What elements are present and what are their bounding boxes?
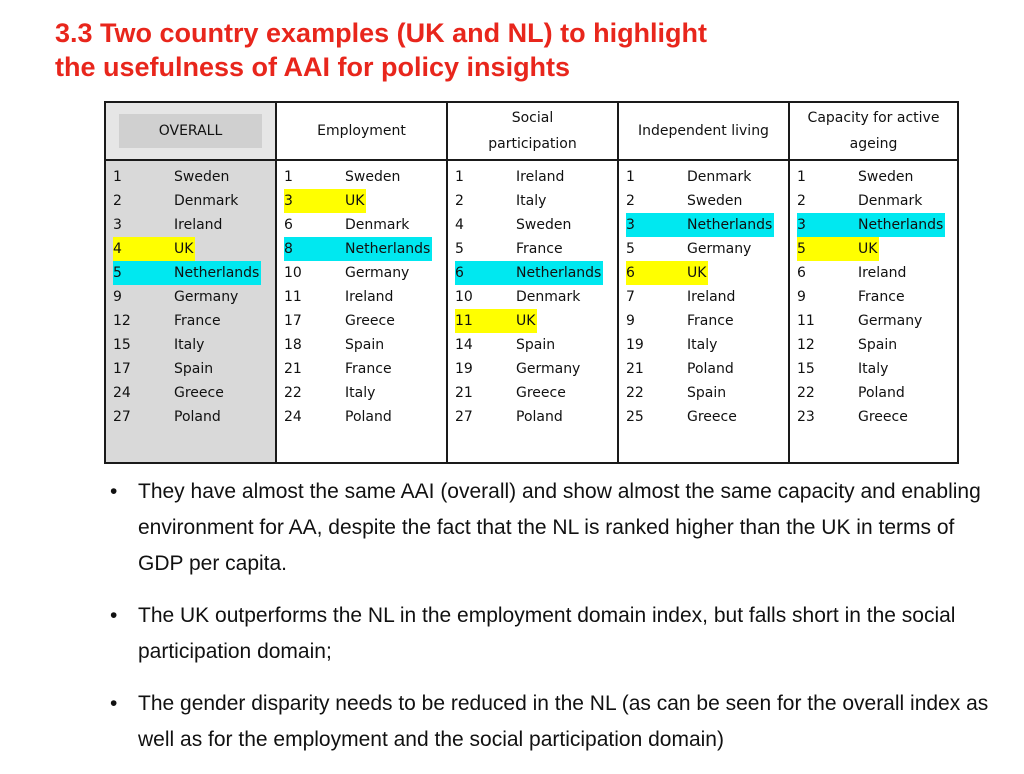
rank-number: 15 — [797, 361, 815, 377]
bullet-text: They have almost the same AAI (overall) and show almost the same capacity and enabling environment for AA, despite the fact that the NL is ranked higher than the UK in terms of GDP per capita. — [138, 480, 981, 575]
rank-row — [797, 381, 907, 405]
rank-number: 12 — [797, 337, 815, 353]
header-employment — [277, 103, 448, 161]
column-social-participation — [448, 161, 619, 462]
rank-row — [455, 357, 582, 381]
country-name: Italy — [687, 337, 718, 353]
rank-row — [113, 405, 223, 429]
rank-number: 2 — [797, 193, 806, 209]
rank-number: 8 — [284, 241, 293, 257]
country-name: Greece — [174, 385, 224, 401]
rank-row — [113, 285, 240, 309]
bullet-marker: • — [110, 480, 118, 503]
rank-number: 11 — [797, 313, 815, 329]
rank-row — [455, 213, 573, 237]
rank-number: 9 — [626, 313, 635, 329]
rank-row — [113, 213, 224, 237]
country-name: Ireland — [345, 289, 394, 305]
rank-number: 15 — [113, 337, 131, 353]
rank-row — [626, 261, 708, 285]
country-name: UK — [345, 193, 365, 209]
country-name: France — [687, 313, 734, 329]
rank-number: 6 — [626, 265, 635, 281]
rank-row — [797, 189, 924, 213]
rank-number: 18 — [284, 337, 302, 353]
rank-number: 10 — [455, 289, 473, 305]
country-name: Denmark — [858, 193, 923, 209]
country-name: Ireland — [858, 265, 907, 281]
country-name: UK — [687, 265, 707, 281]
rank-number: 4 — [113, 241, 122, 257]
column-capacity-for-active-ageing — [790, 161, 957, 462]
header-independent-living-label: Independent living — [638, 123, 769, 139]
header-capacity-label: Capacity for active ageing — [807, 110, 940, 152]
country-name: Netherlands — [516, 265, 602, 281]
header-social-participation — [448, 103, 619, 161]
rank-number: 27 — [455, 409, 473, 425]
rank-number: 1 — [455, 169, 464, 185]
rank-number: 10 — [284, 265, 302, 281]
rank-number: 6 — [455, 265, 464, 281]
rank-row — [797, 213, 945, 237]
slide-title-line-2: the usefulness of AAI for policy insights — [55, 52, 571, 82]
rank-number: 5 — [455, 241, 464, 257]
rank-number: 1 — [284, 169, 293, 185]
rank-number: 3 — [284, 193, 293, 209]
rank-row — [284, 285, 395, 309]
rank-row — [284, 213, 411, 237]
rank-number: 3 — [797, 217, 806, 233]
rank-number: 5 — [626, 241, 635, 257]
country-name: Sweden — [174, 169, 230, 185]
country-name: Italy — [516, 193, 547, 209]
rank-row — [797, 333, 899, 357]
rank-row — [113, 165, 231, 189]
country-name: Poland — [345, 409, 392, 425]
bullet-marker: • — [110, 692, 118, 715]
column-overall — [106, 161, 277, 462]
rank-number: 14 — [455, 337, 473, 353]
country-name: Netherlands — [345, 241, 431, 257]
bullet-text: The UK outperforms the NL in the employment domain index, but falls short in the social participation domain; — [138, 604, 956, 663]
country-name: Spain — [516, 337, 556, 353]
country-name: Netherlands — [858, 217, 944, 233]
rank-number: 7 — [626, 289, 635, 305]
country-name: Greece — [858, 409, 908, 425]
rank-row — [284, 165, 402, 189]
rank-number: 9 — [113, 289, 122, 305]
rank-row — [797, 285, 907, 309]
column-independent-living — [619, 161, 790, 462]
country-name: Poland — [687, 361, 734, 377]
country-name: Denmark — [516, 289, 581, 305]
rank-number: 24 — [284, 409, 302, 425]
country-name: France — [345, 361, 392, 377]
country-name: UK — [858, 241, 878, 257]
rank-row — [113, 237, 195, 261]
rank-row — [284, 357, 394, 381]
country-name: Spain — [858, 337, 898, 353]
rank-row — [455, 237, 565, 261]
country-name: Germany — [858, 313, 923, 329]
rank-number: 1 — [797, 169, 806, 185]
country-name: Sweden — [345, 169, 401, 185]
bullet-marker: • — [110, 604, 118, 627]
rank-number: 22 — [284, 385, 302, 401]
rank-number: 21 — [284, 361, 302, 377]
country-name: Spain — [174, 361, 214, 377]
rank-number: 17 — [113, 361, 131, 377]
country-name: Sweden — [516, 217, 572, 233]
header-overall — [106, 103, 277, 161]
rank-row — [284, 261, 411, 285]
rank-row — [455, 261, 603, 285]
rank-row — [455, 381, 568, 405]
header-capacity-for-active-ageing — [790, 103, 957, 161]
rank-number: 2 — [113, 193, 122, 209]
rank-row — [113, 189, 240, 213]
rank-row — [626, 165, 753, 189]
country-name: Germany — [174, 289, 239, 305]
rank-row — [626, 285, 737, 309]
bullet-item — [110, 598, 990, 670]
country-name: Denmark — [345, 217, 410, 233]
rank-row — [113, 381, 226, 405]
rank-number: 9 — [797, 289, 806, 305]
rank-row — [113, 333, 206, 357]
rank-row — [626, 189, 744, 213]
country-name: Germany — [345, 265, 410, 281]
rank-row — [284, 189, 366, 213]
country-name: Greece — [345, 313, 395, 329]
rank-number: 19 — [455, 361, 473, 377]
country-name: Spain — [687, 385, 727, 401]
rank-number: 24 — [113, 385, 131, 401]
country-name: UK — [516, 313, 536, 329]
rank-number: 3 — [113, 217, 122, 233]
rank-row — [626, 309, 736, 333]
rank-row — [284, 381, 377, 405]
rank-number: 6 — [797, 265, 806, 281]
rank-row — [284, 405, 394, 429]
rank-number: 5 — [797, 241, 806, 257]
country-name: Sweden — [687, 193, 743, 209]
bullet-item — [110, 474, 990, 582]
rank-number: 2 — [455, 193, 464, 209]
rank-row — [797, 261, 908, 285]
rank-row — [626, 237, 753, 261]
rank-row — [455, 189, 548, 213]
rank-row — [455, 165, 566, 189]
country-name: Poland — [174, 409, 221, 425]
country-name: Ireland — [174, 217, 223, 233]
country-name: Italy — [858, 361, 889, 377]
rank-number: 1 — [113, 169, 122, 185]
country-name: Germany — [516, 361, 581, 377]
country-name: Spain — [345, 337, 385, 353]
slide-title-line-1: 3.3 Two country examples (UK and NL) to highlight — [55, 18, 708, 48]
rank-row — [455, 285, 582, 309]
rank-row — [797, 309, 924, 333]
rank-row — [284, 333, 386, 357]
bullet-list — [110, 474, 990, 774]
rank-number: 19 — [626, 337, 644, 353]
rank-number: 11 — [455, 313, 473, 329]
rank-number: 5 — [113, 265, 122, 281]
country-name: UK — [174, 241, 194, 257]
rank-row — [797, 165, 915, 189]
country-name: Poland — [858, 385, 905, 401]
rank-number: 6 — [284, 217, 293, 233]
rank-row — [626, 213, 774, 237]
bullet-item — [110, 686, 990, 758]
ranking-table — [104, 101, 959, 464]
country-name: Denmark — [174, 193, 239, 209]
rank-number: 3 — [626, 217, 635, 233]
country-name: Sweden — [858, 169, 914, 185]
rank-row — [626, 381, 728, 405]
bullet-text: The gender disparity needs to be reduced in the NL (as can be seen for the overall index as well as for the employment and the social participation domain) — [138, 692, 989, 751]
slide-title — [55, 16, 955, 84]
country-name: Ireland — [687, 289, 736, 305]
country-name: Germany — [687, 241, 752, 257]
rank-row — [797, 357, 890, 381]
column-employment — [277, 161, 448, 462]
country-name: Denmark — [687, 169, 752, 185]
rank-row — [626, 357, 736, 381]
rank-row — [626, 405, 739, 429]
rank-row — [113, 309, 223, 333]
header-independent-living — [619, 103, 790, 161]
rank-number: 23 — [797, 409, 815, 425]
rank-number: 12 — [113, 313, 131, 329]
rank-row — [455, 309, 537, 333]
rank-row — [284, 237, 432, 261]
rank-row — [797, 237, 879, 261]
country-name: Netherlands — [174, 265, 260, 281]
rank-number: 22 — [797, 385, 815, 401]
rank-number: 2 — [626, 193, 635, 209]
rank-row — [113, 261, 261, 285]
country-name: Greece — [687, 409, 737, 425]
rank-number: 25 — [626, 409, 644, 425]
rank-number: 27 — [113, 409, 131, 425]
country-name: France — [516, 241, 563, 257]
rank-number: 17 — [284, 313, 302, 329]
country-name: France — [858, 289, 905, 305]
country-name: Poland — [516, 409, 563, 425]
country-name: Italy — [174, 337, 205, 353]
rank-row — [455, 333, 557, 357]
rank-row — [455, 405, 565, 429]
rank-number: 22 — [626, 385, 644, 401]
rank-row — [797, 405, 910, 429]
country-name: Netherlands — [687, 217, 773, 233]
header-employment-label: Employment — [317, 123, 406, 139]
country-name: Greece — [516, 385, 566, 401]
rank-number: 11 — [284, 289, 302, 305]
rank-number: 4 — [455, 217, 464, 233]
country-name: Italy — [345, 385, 376, 401]
country-name: Ireland — [516, 169, 565, 185]
country-name: France — [174, 313, 221, 329]
header-overall-label: OVERALL — [119, 114, 263, 148]
rank-number: 1 — [626, 169, 635, 185]
rank-number: 21 — [626, 361, 644, 377]
rank-row — [626, 333, 719, 357]
header-social-participation-label: Social participation — [488, 110, 577, 152]
rank-row — [113, 357, 215, 381]
rank-number: 21 — [455, 385, 473, 401]
rank-row — [284, 309, 397, 333]
